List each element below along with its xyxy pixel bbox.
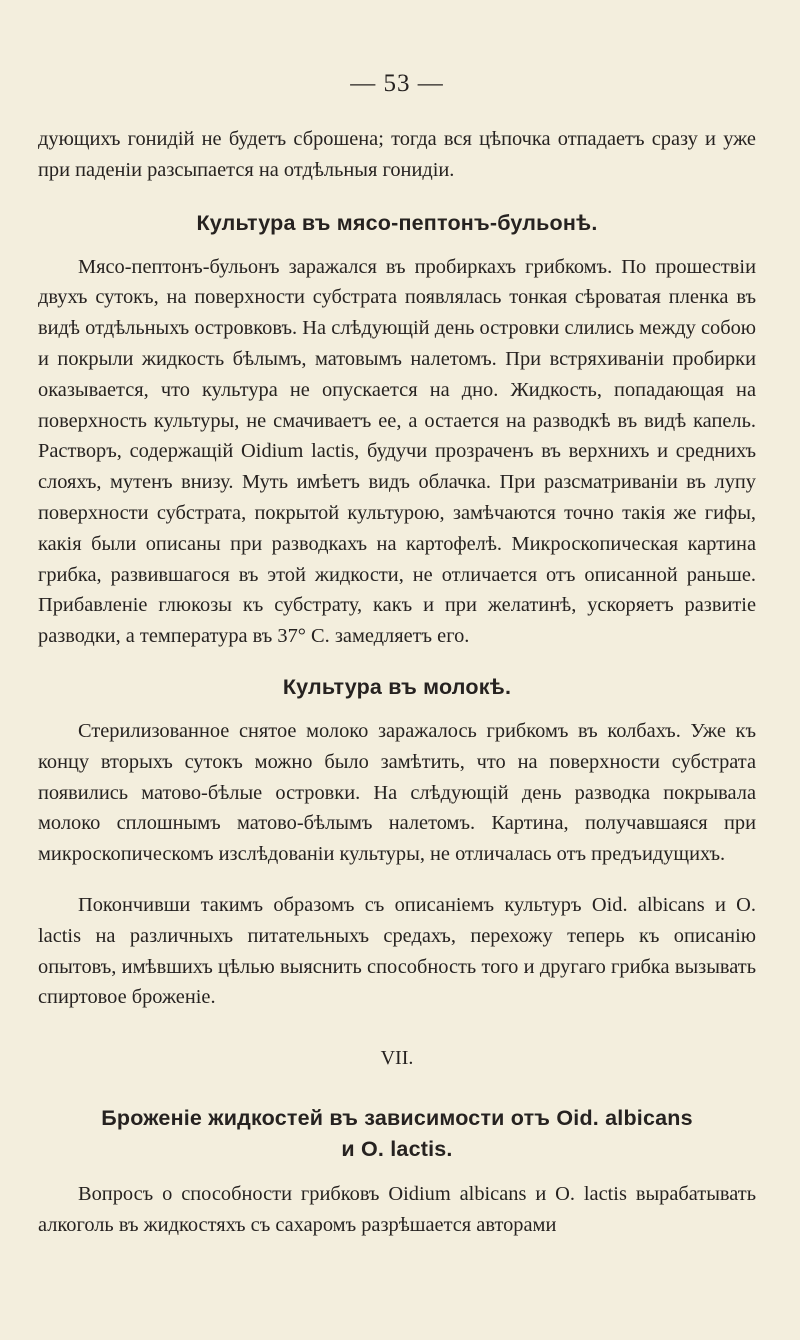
chapter-number: VII. [380, 1047, 414, 1070]
page-number: — 53 — [350, 70, 444, 97]
section-heading-milk: Культура въ молокѣ. [282, 674, 512, 699]
section-heading-broth: Культура въ мясо-пептонъ-бульонѣ. [196, 210, 598, 235]
paragraph-summary: Покончивши такимъ образомъ съ описаніемъ культуръ Oid. albicans и O. lactis на различныхъ питательныхъ средахъ, перехожу теперь къ описанію опытовъ, имѣвшихъ цѣлью выяснить способность того и другаго грибка вызывать спиртовое броженіе. [38, 893, 756, 1009]
chapter-title-line-1: Броженіе жидкостей въ зависимости отъ Oid. albicans [101, 1106, 693, 1131]
chapter-title [38, 1103, 756, 1165]
document-page [38, 0, 756, 1340]
paragraph-broth: Мясо-пептонъ-бульонъ заражался въ пробиркахъ грибкомъ. По прошествіи двухъ сутокъ, на поверхности субстрата появлялась тонкая сѣроватая пленка въ видѣ отдѣльныхъ островковъ. На слѣдующій день островки слились между собою и покрыли жидкость бѣлымъ, матовымъ налетомъ. При встряхиваніи пробирки оказывается, что культура не опускается на дно. Жидкость, попадающая на поверхность культуры, не смачиваетъ ее, а остается на разводкѣ въ видѣ капель. Растворъ, содержащій Oidium lactis, будучи прозраченъ въ верхнихъ и среднихъ слояхъ, мутенъ внизу. Муть имѣетъ видъ облачка. При разсматриваніи въ лупу поверхности субстрата, покрытой культурою, замѣчаются точно такія же гифы, какія были описаны при разводкахъ на картофелѣ. Микроскопическая картина грибка, развившагося въ этой жидкости, не отличается отъ описанной раньше. Прибавленіе глюкозы къ субстрату, какъ и при желатинѣ, ускоряетъ развитіе разводки, а температура въ 37° С. замедляетъ его. [38, 255, 756, 648]
continued-paragraph: дующихъ гонидій не будетъ сброшена; тогда вся цѣпочка отпадаетъ сразу и уже при паденіи разсыпается на отдѣльныя гонидіи. [38, 128, 756, 181]
chapter-title-line-2: и O. lactis. [341, 1137, 453, 1162]
page-body [38, 124, 756, 1241]
paragraph-chapter-intro: Вопросъ о способности грибковъ Oidium albicans и O. lactis вырабатывать алкоголь въ жидкостяхъ съ сахаромъ разрѣшается авторами [38, 1183, 756, 1236]
paragraph-milk: Стерилизованное снятое молоко заражалось грибкомъ въ колбахъ. Уже къ концу вторыхъ сутокъ можно было замѣтить, что на поверхности субстрата появились матово-бѣлые островки. На слѣдующій день разводка покрывала молоко сплошнымъ матово-бѣлымъ налетомъ. Картина, получавшаяся при микроскопическомъ изслѣдованіи культуры, не отличалась отъ предъидущихъ. [38, 719, 756, 866]
